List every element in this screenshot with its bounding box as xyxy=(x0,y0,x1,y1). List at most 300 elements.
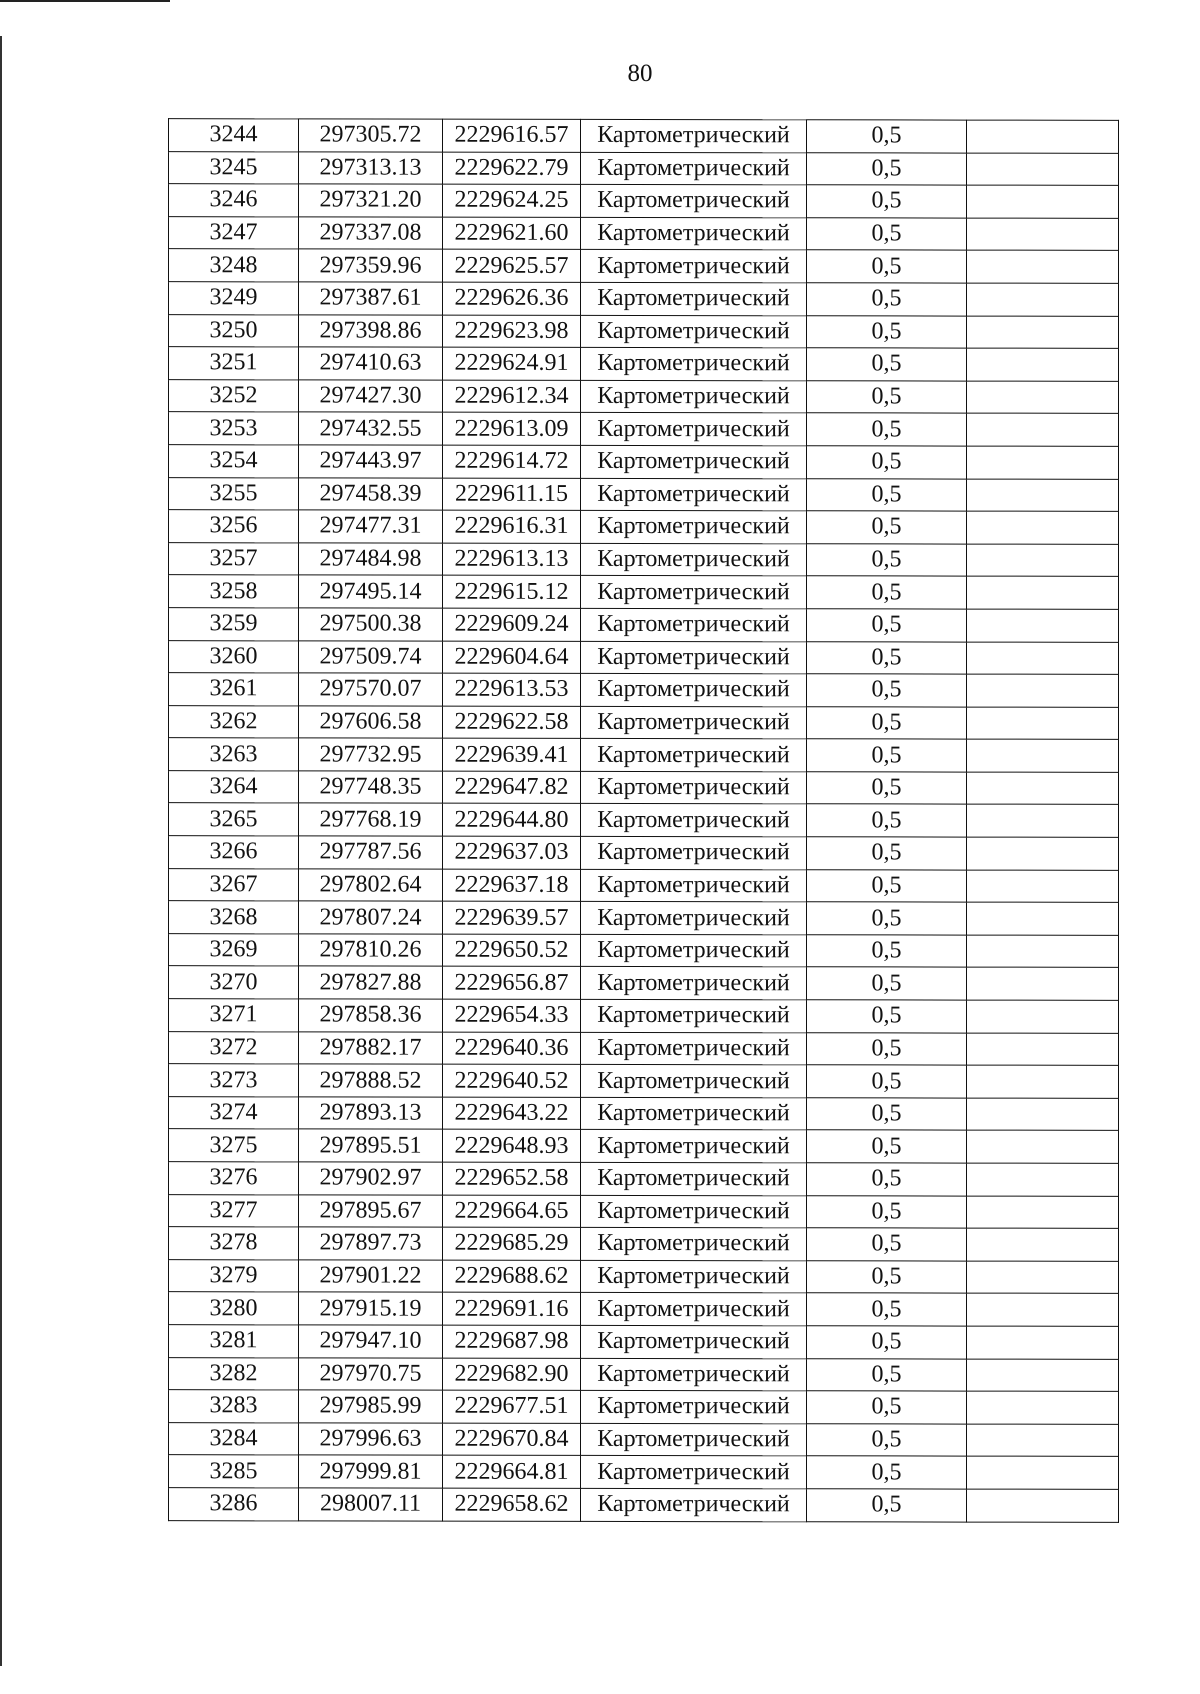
x-coordinate-cell: 297888.52 xyxy=(299,1064,443,1097)
point-number-cell: 3254 xyxy=(169,445,299,478)
x-coordinate-cell: 297999.81 xyxy=(299,1455,443,1488)
point-number-cell: 3258 xyxy=(169,575,299,608)
y-coordinate-cell: 2229613.09 xyxy=(443,412,581,445)
point-number-cell: 3278 xyxy=(169,1227,299,1260)
point-number-cell: 3275 xyxy=(169,1129,299,1162)
note-cell xyxy=(967,283,1119,316)
accuracy-cell: 0,5 xyxy=(807,120,967,153)
table-row xyxy=(169,1031,1119,1065)
method-cell: Картометрический xyxy=(581,1162,807,1195)
method-cell: Картометрический xyxy=(581,1228,807,1261)
method-cell: Картометрический xyxy=(581,1423,807,1456)
y-coordinate-cell: 2229650.52 xyxy=(443,934,581,967)
scan-edge-top xyxy=(0,0,170,2)
point-number-cell: 3274 xyxy=(169,1096,299,1129)
accuracy-cell: 0,5 xyxy=(807,1456,967,1489)
note-cell xyxy=(967,1489,1119,1522)
y-coordinate-cell: 2229670.84 xyxy=(443,1423,581,1456)
x-coordinate-cell: 297359.96 xyxy=(299,249,443,282)
y-coordinate-cell: 2229643.22 xyxy=(443,1097,581,1130)
y-coordinate-cell: 2229652.58 xyxy=(443,1162,581,1195)
table-row xyxy=(169,1455,1119,1489)
accuracy-cell: 0,5 xyxy=(807,1000,967,1033)
method-cell: Картометрический xyxy=(581,445,807,478)
y-coordinate-cell: 2229613.13 xyxy=(443,543,581,576)
accuracy-cell: 0,5 xyxy=(807,609,967,642)
note-cell xyxy=(967,968,1119,1001)
accuracy-cell: 0,5 xyxy=(807,869,967,902)
note-cell xyxy=(967,1130,1119,1163)
x-coordinate-cell: 297902.97 xyxy=(299,1162,443,1195)
y-coordinate-cell: 2229688.62 xyxy=(443,1260,581,1293)
table-row xyxy=(169,1259,1119,1293)
method-cell: Картометрический xyxy=(581,1391,807,1424)
y-coordinate-cell: 2229639.41 xyxy=(443,738,581,771)
accuracy-cell: 0,5 xyxy=(807,1261,967,1294)
note-cell xyxy=(967,1065,1119,1098)
y-coordinate-cell: 2229648.93 xyxy=(443,1130,581,1163)
method-cell: Картометрический xyxy=(581,348,807,381)
y-coordinate-cell: 2229604.64 xyxy=(443,641,581,674)
method-cell: Картометрический xyxy=(581,1130,807,1163)
point-number-cell: 3247 xyxy=(169,216,299,249)
point-number-cell: 3272 xyxy=(169,1031,299,1064)
accuracy-cell: 0,5 xyxy=(807,641,967,674)
x-coordinate-cell: 297305.72 xyxy=(299,119,443,152)
x-coordinate-cell: 297915.19 xyxy=(299,1292,443,1325)
y-coordinate-cell: 2229637.18 xyxy=(443,869,581,902)
y-coordinate-cell: 2229622.79 xyxy=(443,152,581,185)
point-number-cell: 3263 xyxy=(169,738,299,771)
method-cell: Картометрический xyxy=(581,934,807,967)
method-cell: Картометрический xyxy=(581,804,807,837)
note-cell xyxy=(967,739,1119,772)
accuracy-cell: 0,5 xyxy=(807,283,967,316)
scan-edge-left xyxy=(0,36,2,1666)
point-number-cell: 3285 xyxy=(169,1455,299,1488)
note-cell xyxy=(967,1359,1119,1392)
method-cell: Картометрический xyxy=(581,185,807,218)
accuracy-cell: 0,5 xyxy=(807,1326,967,1359)
accuracy-cell: 0,5 xyxy=(807,1489,967,1522)
x-coordinate-cell: 297495.14 xyxy=(299,575,443,608)
accuracy-cell: 0,5 xyxy=(807,511,967,544)
accuracy-cell: 0,5 xyxy=(807,967,967,1000)
accuracy-cell: 0,5 xyxy=(807,1032,967,1065)
point-number-cell: 3253 xyxy=(169,412,299,445)
accuracy-cell: 0,5 xyxy=(807,935,967,968)
note-cell xyxy=(967,837,1119,870)
method-cell: Картометрический xyxy=(581,836,807,869)
point-number-cell: 3259 xyxy=(169,608,299,641)
method-cell: Картометрический xyxy=(581,315,807,348)
method-cell: Картометрический xyxy=(581,902,807,935)
accuracy-cell: 0,5 xyxy=(807,1228,967,1261)
note-cell xyxy=(967,935,1119,968)
accuracy-cell: 0,5 xyxy=(807,674,967,707)
method-cell: Картометрический xyxy=(581,152,807,185)
x-coordinate-cell: 297893.13 xyxy=(299,1097,443,1130)
x-coordinate-cell: 297313.13 xyxy=(299,151,443,184)
note-cell xyxy=(967,1163,1119,1196)
point-number-cell: 3266 xyxy=(169,836,299,869)
method-cell: Картометрический xyxy=(581,282,807,315)
y-coordinate-cell: 2229622.58 xyxy=(443,706,581,739)
accuracy-cell: 0,5 xyxy=(807,1293,967,1326)
y-coordinate-cell: 2229647.82 xyxy=(443,771,581,804)
x-coordinate-cell: 297858.36 xyxy=(299,999,443,1032)
accuracy-cell: 0,5 xyxy=(807,250,967,283)
accuracy-cell: 0,5 xyxy=(807,1163,967,1196)
table-row xyxy=(169,1357,1119,1391)
method-cell: Картометрический xyxy=(581,1032,807,1065)
y-coordinate-cell: 2229625.57 xyxy=(443,250,581,283)
y-coordinate-cell: 2229616.57 xyxy=(443,119,581,152)
point-number-cell: 3269 xyxy=(169,934,299,967)
point-number-cell: 3282 xyxy=(169,1357,299,1390)
x-coordinate-cell: 297410.63 xyxy=(299,347,443,380)
method-cell: Картометрический xyxy=(581,608,807,641)
x-coordinate-cell: 297606.58 xyxy=(299,706,443,739)
method-cell: Картометрический xyxy=(581,999,807,1032)
y-coordinate-cell: 2229654.33 xyxy=(443,999,581,1032)
point-number-cell: 3264 xyxy=(169,771,299,804)
y-coordinate-cell: 2229677.51 xyxy=(443,1390,581,1423)
accuracy-cell: 0,5 xyxy=(807,706,967,739)
note-cell xyxy=(967,348,1119,381)
x-coordinate-cell: 297321.20 xyxy=(299,184,443,217)
point-number-cell: 3260 xyxy=(169,640,299,673)
point-number-cell: 3257 xyxy=(169,542,299,575)
table-row xyxy=(169,966,1119,1000)
note-cell xyxy=(967,446,1119,479)
method-cell: Картометрический xyxy=(581,1260,807,1293)
table-row xyxy=(169,184,1119,218)
x-coordinate-cell: 297802.64 xyxy=(299,869,443,902)
point-number-cell: 3281 xyxy=(169,1325,299,1358)
point-number-cell: 3279 xyxy=(169,1259,299,1292)
note-cell xyxy=(967,674,1119,707)
y-coordinate-cell: 2229623.98 xyxy=(443,315,581,348)
coordinates-table xyxy=(168,118,1119,1522)
y-coordinate-cell: 2229640.52 xyxy=(443,1064,581,1097)
point-number-cell: 3246 xyxy=(169,184,299,217)
table-row xyxy=(169,1488,1119,1522)
accuracy-cell: 0,5 xyxy=(807,1358,967,1391)
accuracy-cell: 0,5 xyxy=(807,315,967,348)
x-coordinate-cell: 297500.38 xyxy=(299,608,443,641)
table-row xyxy=(169,119,1119,153)
point-number-cell: 3251 xyxy=(169,347,299,380)
method-cell: Картометрический xyxy=(581,511,807,544)
point-number-cell: 3245 xyxy=(169,151,299,184)
table-row xyxy=(169,510,1119,544)
table-row xyxy=(169,249,1119,283)
x-coordinate-cell: 298007.11 xyxy=(299,1488,443,1521)
method-cell: Картометрический xyxy=(581,641,807,674)
note-cell xyxy=(967,805,1119,838)
table-row xyxy=(169,575,1119,609)
x-coordinate-cell: 297432.55 xyxy=(299,412,443,445)
method-cell: Картометрический xyxy=(581,673,807,706)
point-number-cell: 3252 xyxy=(169,379,299,412)
point-number-cell: 3255 xyxy=(169,477,299,510)
point-number-cell: 3262 xyxy=(169,705,299,738)
accuracy-cell: 0,5 xyxy=(807,413,967,446)
accuracy-cell: 0,5 xyxy=(807,478,967,511)
x-coordinate-cell: 297427.30 xyxy=(299,380,443,413)
point-number-cell: 3277 xyxy=(169,1194,299,1227)
note-cell xyxy=(967,218,1119,251)
point-number-cell: 3244 xyxy=(169,119,299,152)
method-cell: Картометрический xyxy=(581,1195,807,1228)
y-coordinate-cell: 2229614.72 xyxy=(443,445,581,478)
y-coordinate-cell: 2229611.15 xyxy=(443,478,581,511)
accuracy-cell: 0,5 xyxy=(807,739,967,772)
y-coordinate-cell: 2229691.16 xyxy=(443,1293,581,1326)
accuracy-cell: 0,5 xyxy=(807,804,967,837)
note-cell xyxy=(967,1424,1119,1457)
method-cell: Картометрический xyxy=(581,217,807,250)
y-coordinate-cell: 2229612.34 xyxy=(443,380,581,413)
note-cell xyxy=(967,479,1119,512)
y-coordinate-cell: 2229624.25 xyxy=(443,184,581,217)
x-coordinate-cell: 297895.51 xyxy=(299,1129,443,1162)
note-cell xyxy=(967,381,1119,414)
note-cell xyxy=(967,870,1119,903)
x-coordinate-cell: 297570.07 xyxy=(299,673,443,706)
table-row xyxy=(169,542,1119,576)
note-cell xyxy=(967,576,1119,609)
table-row xyxy=(169,934,1119,968)
table-row xyxy=(169,771,1119,805)
accuracy-cell: 0,5 xyxy=(807,1195,967,1228)
accuracy-cell: 0,5 xyxy=(807,1098,967,1131)
method-cell: Картометрический xyxy=(581,1456,807,1489)
point-number-cell: 3249 xyxy=(169,282,299,315)
y-coordinate-cell: 2229658.62 xyxy=(443,1488,581,1521)
note-cell xyxy=(967,1326,1119,1359)
method-cell: Картометрический xyxy=(581,478,807,511)
x-coordinate-cell: 297484.98 xyxy=(299,543,443,576)
table-row xyxy=(169,1129,1119,1163)
x-coordinate-cell: 297748.35 xyxy=(299,771,443,804)
table-row xyxy=(169,347,1119,381)
y-coordinate-cell: 2229685.29 xyxy=(443,1227,581,1260)
x-coordinate-cell: 297901.22 xyxy=(299,1260,443,1293)
method-cell: Картометрический xyxy=(581,380,807,413)
table-row xyxy=(169,868,1119,902)
table-row xyxy=(169,216,1119,250)
y-coordinate-cell: 2229624.91 xyxy=(443,347,581,380)
method-cell: Картометрический xyxy=(581,1488,807,1521)
method-cell: Картометрический xyxy=(581,1325,807,1358)
table-row xyxy=(169,608,1119,642)
x-coordinate-cell: 297387.61 xyxy=(299,282,443,315)
x-coordinate-cell: 297807.24 xyxy=(299,901,443,934)
table-row xyxy=(169,999,1119,1033)
point-number-cell: 3267 xyxy=(169,868,299,901)
note-cell xyxy=(967,1391,1119,1424)
accuracy-cell: 0,5 xyxy=(807,576,967,609)
y-coordinate-cell: 2229616.31 xyxy=(443,510,581,543)
note-cell xyxy=(967,316,1119,349)
y-coordinate-cell: 2229656.87 xyxy=(443,967,581,1000)
table-row xyxy=(169,640,1119,674)
point-number-cell: 3283 xyxy=(169,1390,299,1423)
accuracy-cell: 0,5 xyxy=(807,446,967,479)
x-coordinate-cell: 297477.31 xyxy=(299,510,443,543)
point-number-cell: 3286 xyxy=(169,1488,299,1521)
x-coordinate-cell: 297398.86 xyxy=(299,314,443,347)
table-row xyxy=(169,1325,1119,1359)
note-cell xyxy=(967,511,1119,544)
table-row xyxy=(169,1422,1119,1456)
point-number-cell: 3276 xyxy=(169,1162,299,1195)
method-cell: Картометрический xyxy=(581,1097,807,1130)
x-coordinate-cell: 297458.39 xyxy=(299,477,443,510)
x-coordinate-cell: 297882.17 xyxy=(299,1032,443,1065)
x-coordinate-cell: 297732.95 xyxy=(299,738,443,771)
note-cell xyxy=(967,642,1119,675)
table-row xyxy=(169,282,1119,316)
table-row xyxy=(169,1162,1119,1196)
table-row xyxy=(169,901,1119,935)
point-number-cell: 3271 xyxy=(169,999,299,1032)
point-number-cell: 3261 xyxy=(169,673,299,706)
x-coordinate-cell: 297768.19 xyxy=(299,803,443,836)
note-cell xyxy=(967,153,1119,186)
accuracy-cell: 0,5 xyxy=(807,837,967,870)
y-coordinate-cell: 2229639.57 xyxy=(443,901,581,934)
method-cell: Картометрический xyxy=(581,771,807,804)
table-row xyxy=(169,445,1119,479)
y-coordinate-cell: 2229621.60 xyxy=(443,217,581,250)
note-cell xyxy=(967,250,1119,283)
method-cell: Картометрический xyxy=(581,1293,807,1326)
table-row xyxy=(169,738,1119,772)
note-cell xyxy=(967,1098,1119,1131)
table-body xyxy=(169,119,1119,1522)
accuracy-cell: 0,5 xyxy=(807,381,967,414)
table-row xyxy=(169,1227,1119,1261)
y-coordinate-cell: 2229682.90 xyxy=(443,1358,581,1391)
accuracy-cell: 0,5 xyxy=(807,185,967,218)
note-cell xyxy=(967,1293,1119,1326)
method-cell: Картометрический xyxy=(581,413,807,446)
x-coordinate-cell: 297827.88 xyxy=(299,966,443,999)
accuracy-cell: 0,5 xyxy=(807,544,967,577)
note-cell xyxy=(967,772,1119,805)
note-cell xyxy=(967,1033,1119,1066)
note-cell xyxy=(967,120,1119,153)
accuracy-cell: 0,5 xyxy=(807,772,967,805)
note-cell xyxy=(967,413,1119,446)
y-coordinate-cell: 2229664.81 xyxy=(443,1455,581,1488)
x-coordinate-cell: 297996.63 xyxy=(299,1423,443,1456)
point-number-cell: 3248 xyxy=(169,249,299,282)
y-coordinate-cell: 2229637.03 xyxy=(443,836,581,869)
method-cell: Картометрический xyxy=(581,706,807,739)
note-cell xyxy=(967,902,1119,935)
x-coordinate-cell: 297509.74 xyxy=(299,640,443,673)
note-cell xyxy=(967,544,1119,577)
x-coordinate-cell: 297947.10 xyxy=(299,1325,443,1358)
y-coordinate-cell: 2229609.24 xyxy=(443,608,581,641)
note-cell xyxy=(967,1261,1119,1294)
table-row xyxy=(169,477,1119,511)
table-row xyxy=(169,314,1119,348)
note-cell xyxy=(967,1000,1119,1033)
method-cell: Картометрический xyxy=(581,543,807,576)
method-cell: Картометрический xyxy=(581,967,807,1000)
note-cell xyxy=(967,1196,1119,1229)
method-cell: Картометрический xyxy=(581,869,807,902)
point-number-cell: 3284 xyxy=(169,1422,299,1455)
table-row xyxy=(169,1194,1119,1228)
x-coordinate-cell: 297897.73 xyxy=(299,1227,443,1260)
method-cell: Картометрический xyxy=(581,1358,807,1391)
table-row xyxy=(169,1096,1119,1130)
table-row xyxy=(169,412,1119,446)
table-row xyxy=(169,379,1119,413)
coordinates-table-wrapper xyxy=(168,118,1118,1522)
note-cell xyxy=(967,185,1119,218)
table-row xyxy=(169,705,1119,739)
x-coordinate-cell: 297895.67 xyxy=(299,1194,443,1227)
accuracy-cell: 0,5 xyxy=(807,152,967,185)
table-row xyxy=(169,673,1119,707)
y-coordinate-cell: 2229644.80 xyxy=(443,804,581,837)
method-cell: Картометрический xyxy=(581,119,807,152)
method-cell: Картометрический xyxy=(581,250,807,283)
method-cell: Картометрический xyxy=(581,739,807,772)
x-coordinate-cell: 297787.56 xyxy=(299,836,443,869)
point-number-cell: 3268 xyxy=(169,901,299,934)
point-number-cell: 3280 xyxy=(169,1292,299,1325)
point-number-cell: 3250 xyxy=(169,314,299,347)
x-coordinate-cell: 297970.75 xyxy=(299,1357,443,1390)
x-coordinate-cell: 297337.08 xyxy=(299,217,443,250)
accuracy-cell: 0,5 xyxy=(807,1424,967,1457)
accuracy-cell: 0,5 xyxy=(807,1065,967,1098)
accuracy-cell: 0,5 xyxy=(807,1391,967,1424)
note-cell xyxy=(967,609,1119,642)
accuracy-cell: 0,5 xyxy=(807,348,967,381)
method-cell: Картометрический xyxy=(581,576,807,609)
point-number-cell: 3273 xyxy=(169,1064,299,1097)
point-number-cell: 3256 xyxy=(169,510,299,543)
point-number-cell: 3265 xyxy=(169,803,299,836)
x-coordinate-cell: 297985.99 xyxy=(299,1390,443,1423)
y-coordinate-cell: 2229613.53 xyxy=(443,673,581,706)
table-row xyxy=(169,1390,1119,1424)
y-coordinate-cell: 2229640.36 xyxy=(443,1032,581,1065)
table-row xyxy=(169,1292,1119,1326)
x-coordinate-cell: 297443.97 xyxy=(299,445,443,478)
note-cell xyxy=(967,707,1119,740)
method-cell: Картометрический xyxy=(581,1065,807,1098)
table-row xyxy=(169,151,1119,185)
y-coordinate-cell: 2229615.12 xyxy=(443,575,581,608)
page-number: 80 xyxy=(627,60,653,87)
point-number-cell: 3270 xyxy=(169,966,299,999)
note-cell xyxy=(967,1228,1119,1261)
accuracy-cell: 0,5 xyxy=(807,902,967,935)
accuracy-cell: 0,5 xyxy=(807,218,967,251)
table-row xyxy=(169,836,1119,870)
x-coordinate-cell: 297810.26 xyxy=(299,934,443,967)
